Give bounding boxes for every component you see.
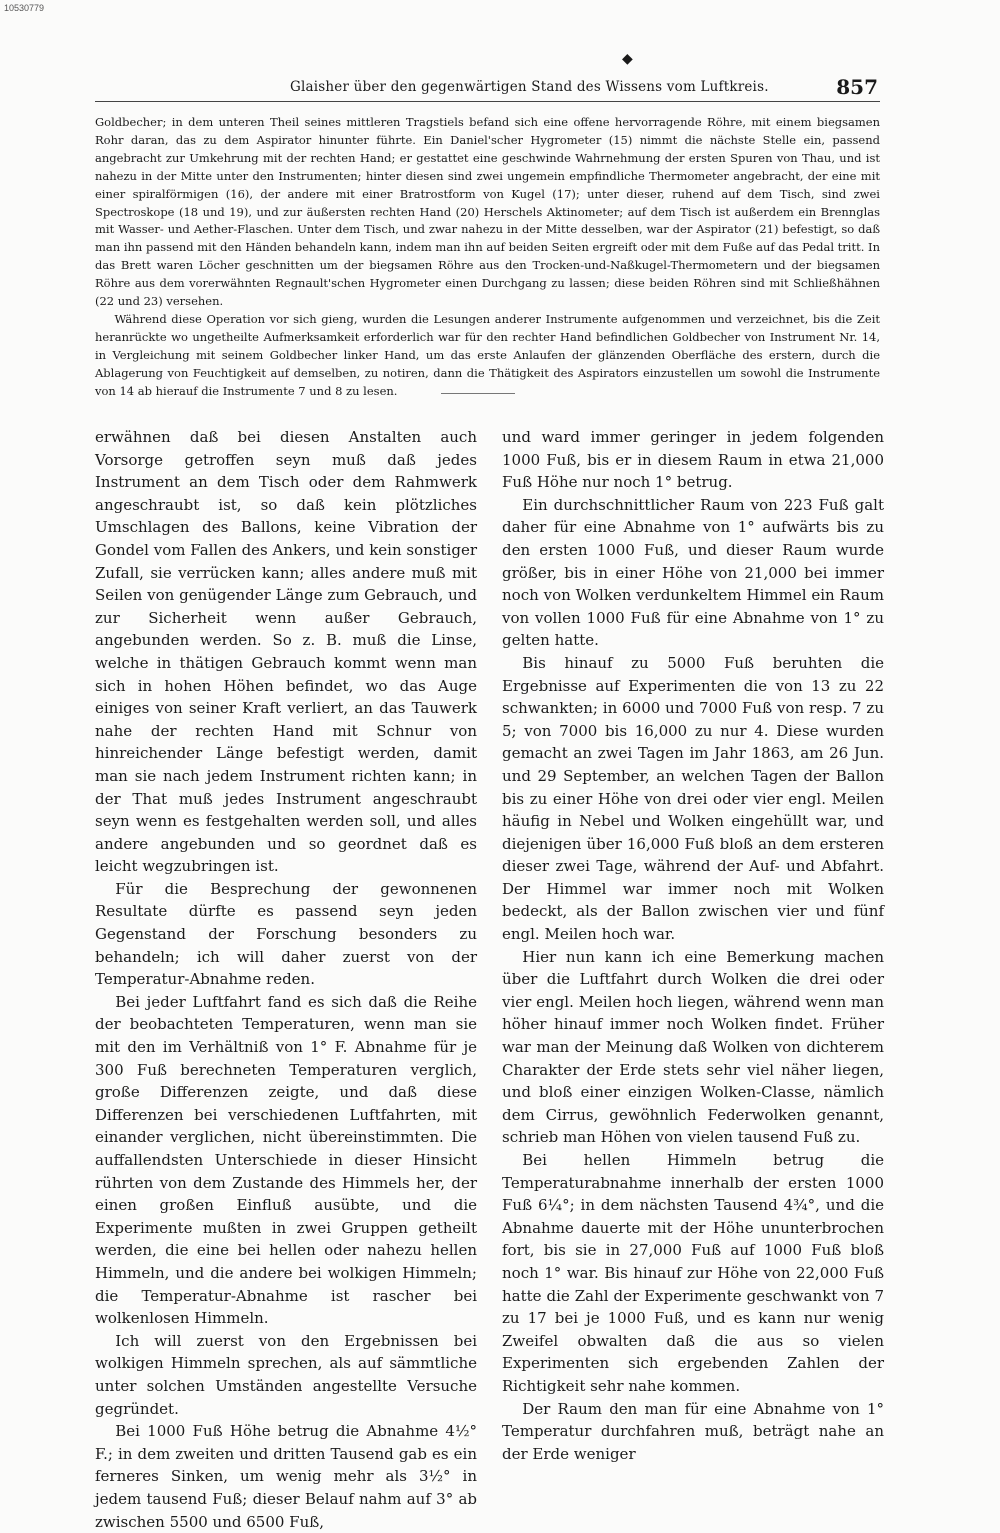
left-paragraph-3: Bei jeder Luftfahrt fand es sich daß die Reihe der beobachteten Temperaturen, wenn man sie mit den im Verhältniß von 1° F. Abnahme für je 300 Fuß berechneten Temperaturen verglich, große Differenzen zeigte, und daß diese Differenzen bei verschiedenen Luftfahrten, mit einander verglichen, nicht übereinstimmten. Die auffallendsten Unterschiede in dieser Hinsicht rührten von dem Zustande des Himmels her, der einen großen Einfluß ausübte, und die Experimente mußten in zwei Gruppen getheilt werden, die eine bei hellen oder nahezu hellen Himmeln, und die andere bei wolkigen Himmeln; die Temperatur-Abnahme ist rascher bei wolkenlosen Himmeln. [95,992,477,1328]
right-paragraph-2: Ein durchschnittlicher Raum von 223 Fuß galt daher für eine Abnahme von 1° aufwärts bis zu den ersten 1000 Fuß, und dieser Raum wurde größer, bis in einer Höhe von 21,000 bei immer noch von Wolken verdunkeltem Himmel ein Raum von vollen 1000 Fuß für eine Abnahme von 1° zu gelten hatte. [502,495,884,650]
running-header [95,75,880,105]
right-paragraph-1: und ward immer geringer in jedem folgenden 1000 Fuß, bis er in diesem Raum in etwa 21,000 Fuß Höhe nur noch 1° betrug. [502,428,884,492]
left-paragraph-1: erwähnen daß bei diesen Anstalten auch Vorsorge getroffen seyn muß daß jedes Instrument an dem Tisch oder dem Rahmwerk angeschraubt ist, so daß kein plötzliches Umschlagen des Ballons, keine Vibration der Gondel vom Fallen des Ankers, und kein sonstiger Zufall, sie verrücken kann; alles andere muß mit Seilen von genügender Länge zum Gebrauch, und zur Sicherheit wenn außer Gebrauch, angebunden werden. So z. B. muß die Linse, welche in thätigen Gebrauch kommt wenn man sich in hohen Höhen befindet, wo das Auge einiges von seiner Kraft verliert, an das Tauwerk nahe der rechten Hand mit Schnur von hinreichender Länge befestigt werden, damit man sie nach jedem Instrument richten kann; in der That muß jedes Instrument angeschraubt seyn wenn es festgehalten werden soll, und alles andere angebunden und so geordnet daß es leicht wegzubringen ist. [95,428,477,876]
page-number: 857 [836,75,878,99]
running-title: Glaisher über den gegenwärtigen Stand des Wissens vom Luftkreis. [290,79,769,95]
left-paragraph-4: Ich will zuerst von den Ergebnissen bei wolkigen Himmeln sprechen, als auf sämmtliche unter solchen Umständen angestellte Versuche gegründet. [95,1331,477,1418]
left-paragraph-2: Für die Besprechung der gewonnenen Resultate dürfte es passend seyn jeden Gegenstand der Forschung besonders zu behandeln; ich will daher zuerst von der Temperatur-Abnahme reden. [95,879,477,989]
right-column [502,426,884,1465]
top-paragraph-2: Während diese Operation vor sich gieng, wurden die Lesungen anderer Instrumente aufgenommen und verzeichnet, bis die Zeit heranrückte wo ungetheilte Aufmerksamkeit erforderlich war für den rechter Hand befindlichen Goldbecher von Instrument Nr. 14, in Vergleichung mit seinem Goldbecher linker Hand, um das erste Anlaufen der glänzenden Oberfläche des erstern, durch die Ablagerung von Feuchtigkeit auf demselben, zu notiren, dann die Thätigkeit des Aspirators einzustellen um sowohl die Instrumente von 14 ab hierauf die Instrumente 7 und 8 zu lesen. [95,311,880,398]
right-paragraph-3: Bis hinauf zu 5000 Fuß beruhten die Ergebnisse auf Experimenten die von 13 zu 22 schwankten; in 6000 und 7000 Fuß von resp. 7 zu 5; von 7000 bis 16,000 zu nur 4. Diese wurden gemacht an zwei Tagen im Jahr 1863, am 26 Jun. und 29 September, an welchen Tagen der Ballon bis zu einer Höhe von drei oder vier engl. Meilen häufig in Nebel und Wolken eingehüllt war, und diejenigen über 16,000 Fuß bloß an dem ersteren dieser zwei Tage, während der Auf- und Abfahrt. Der Himmel war immer noch mit Wolken bedeckt, als der Ballon zwischen vier und fünf engl. Meilen hoch war. [502,653,884,944]
right-paragraph-4: Hier nun kann ich eine Bemerkung machen über die Luftfahrt durch Wolken die drei oder vier engl. Meilen hoch liegen, während wenn man höher hinauf immer noch Wolken findet. Früher war man der Meinung daß Wolken von dichterem Charakter der Erde stets sehr viel näher liegen, und bloß einer einzigen Wolken-Classe, nämlich dem Cirrus, gewöhnlich Federwolken genannt, schrieb man Höhen von vielen tausend Fuß zu. [502,947,884,1147]
left-paragraph-5: Bei 1000 Fuß Höhe betrug die Abnahme 4½° F.; in dem zweiten und dritten Tausend gab es ein ferneres Sinken, um wenig mehr als 3½° in jedem tausend Fuß; dieser Belauf nahm auf 3° ab zwischen 5500 und 6500 Fuß, [95,1422,477,1531]
top-block [95,114,880,401]
ink-mark: ◆ [622,51,633,67]
right-paragraph-5: Bei hellen Himmeln betrug die Temperaturabnahme innerhalb der ersten 1000 Fuß 6¼°; in dem nächsten Tausend 4¾°, und die Abnahme dauerte mit der Höhe ununterbrochen fort, bis sie in 27,000 Fuß auf 1000 Fuß bloß noch 1° war. Bis hinauf zur Höhe von 22,000 Fuß hatte die Zahl der Experimente geschwankt von 7 zu 17 bei je 1000 Fuß, und es kann nur wenig Zweifel obwalten daß die aus so vielen Experimenten sich ergebenden Zahlen der Richtigkeit sehr nahe kommen. [502,1151,884,1395]
section-divider [441,393,515,394]
header-rule [95,101,880,102]
left-column [95,426,477,1533]
right-paragraph-6: Der Raum den man für eine Abnahme von 1° Temperatur durchfahren muß, beträgt nahe an der Erde weniger [502,1399,884,1463]
top-paragraph-1: Goldbecher; in dem unteren Theil seines mittleren Tragstiels befand sich eine offene hervorragende Röhre, mit einem biegsamen Rohr daran, das zu dem Aspirator hinunter führte. Ein Daniel'scher Hygrometer (15) nimmt die nächste Stelle ein, passend angebracht zur Umkehrung mit der rechten Hand; er gestattet eine geschwinde Wahrnehmung der ersten Spuren von Thau, und ist nahezu in der Mitte unter den Instrumenten; hinter diesen sind zwei ungemein empfindliche Thermometer angebracht, der eine mit einer spiralförmigen (16), der andere mit einer Bratrostform von Kugel (17); unter dieser, ruhend auf dem Tisch, sind zwei Spectroskope (18 und 19), und zur äußersten rechten Hand (20) Herschels Aktinometer; auf dem Tisch ist außerdem ein Brennglas mit Wasser- und Aether-Flaschen. Unter dem Tisch, und zwar nahezu in der Mitte desselben, war der Aspirator (21) befestigt, so daß man ihn passend mit den Händen behandeln kann, indem man ihn auf beiden Seiten ergreift oder mit dem Fuße auf das Pedal tritt. In das Brett waren Löcher geschnitten um der biegsamen Röhre aus den Trocken-und-Naßkugel-Thermometern und der biegsamen Röhre aus dem vorerwähnten Regnault'schen Hygrometer einen Durchgang zu lassen; diese beiden Röhren sind mit Schließhähnen (22 und 23) versehen. [95,115,880,309]
scan-id-stamp: 10530779 [4,3,45,13]
